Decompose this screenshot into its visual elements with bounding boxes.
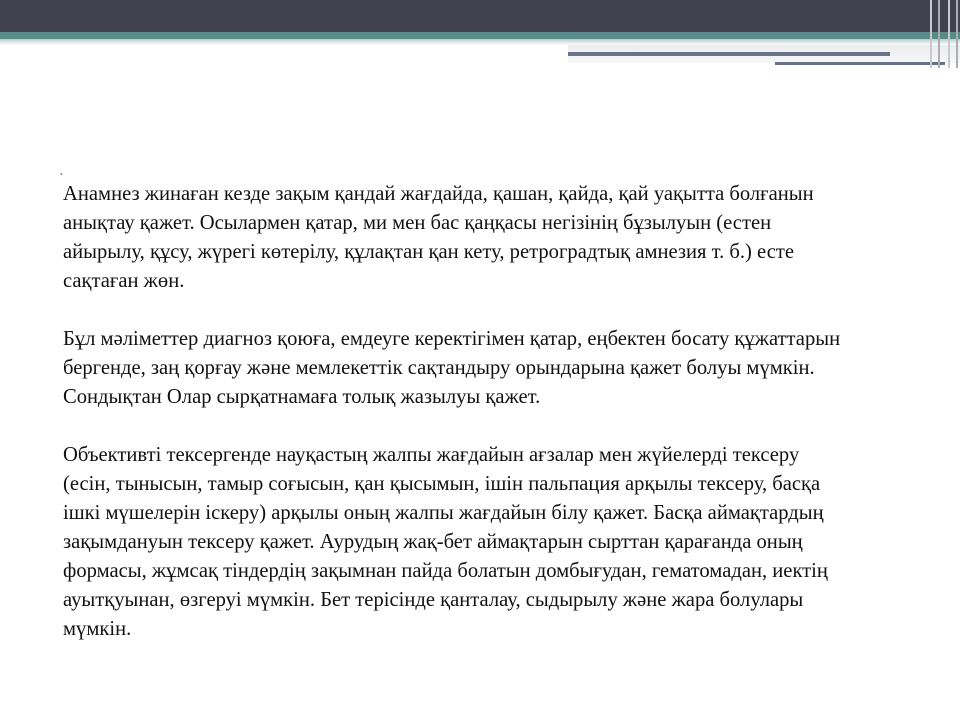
paragraph-diagnosis: Бұл мәліметтер диагноз қоюға, емдеуге керектігімен қатар, еңбектен босату құжаттарын бергенде, заң қорғау және мемлекеттік сақтандыру орындарына қажет болуы мүмкін. Сондықтан Олар сырқатнамаға толық жазылуы қажет. [63, 328, 841, 408]
bullet-icon: • [60, 170, 63, 179]
paragraph-anamnesis: Анамнез жинаған кезде зақым қандай жағдайда, қашан, қайда, қай уақытта болғанын анықтау қажет. Осылармен қатар, ми мен бас қаңқасы негізінің бұзылуын (естен айырылу, құсу, жүрегі көтерілу, құлақтан қан кету, ретроградтық амнезия т. б.) есте сақтаған жөн. [63, 183, 814, 292]
header-accent-line-1 [568, 52, 890, 56]
slide-body [63, 180, 923, 673]
paragraph-objective-exam: Объективті тексергенде науқастың жалпы жағдайын ағзалар мен жүйелерді тексеру (есін, тынысын, тамыр соғысын, қан қысымын, ішін пальпация арқылы тексеру, басқа ішкі мүшелерін іскеру) арқылы оның жалпы жағдайын білу қажет. Басқа аймақтардың зақымдануын тексеру қажет. Аурудың жақ-бет аймақтарын сырттан қарағанда оның формасы, жұмсақ тіндердің зақымнан пайда болатын домбығудан, гематомадан, иектің ауытқуынан, өзгеруі мүмкін. Бет терісінде қанталау, сыдырылу және жара болулары мүмкін. [63, 444, 828, 640]
stripe [956, 0, 958, 68]
stripe [930, 0, 932, 68]
header-band [0, 0, 960, 32]
header-teal-stripe [0, 32, 960, 39]
header-right-stripes [920, 0, 960, 68]
stripe [938, 0, 940, 68]
stripe [948, 0, 950, 68]
